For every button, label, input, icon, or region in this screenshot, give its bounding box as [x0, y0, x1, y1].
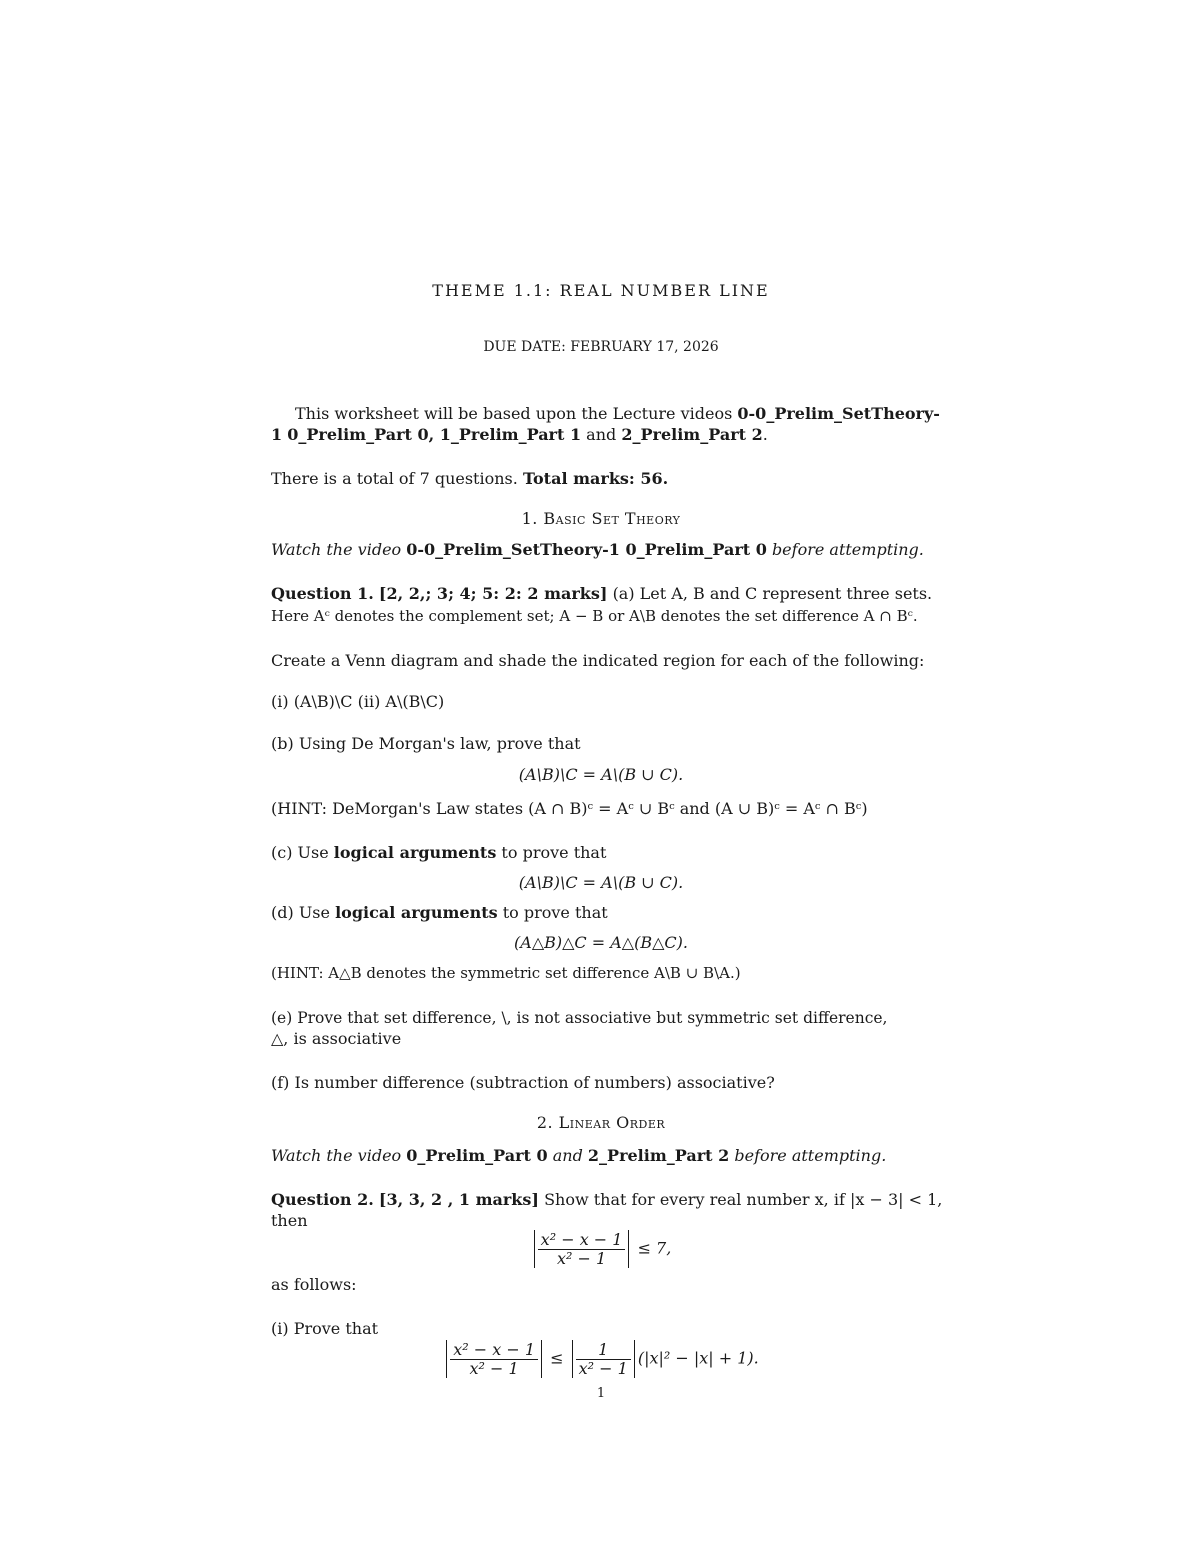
- q1-c-line: [271, 843, 931, 863]
- section-2-watch: [271, 1146, 931, 1166]
- q1-c-use: (c) Use: [271, 843, 329, 862]
- q2-i-fraction: [450, 1341, 538, 1378]
- watch-video-link-2: 2_Prelim_Part 2: [587, 1146, 730, 1165]
- due-date: DUE DATE: FEBRUARY 17, 2026: [483, 339, 719, 355]
- q1-c-prove: to prove that: [501, 843, 607, 862]
- q2-i-le: ≤: [550, 1348, 564, 1368]
- q2-label: Question 2.: [271, 1190, 374, 1209]
- q2-marks: [3, 3, 2 , 1 marks]: [378, 1190, 539, 1209]
- q1-d-line: [271, 903, 931, 923]
- q2-i-fraction-2-numerator: 1: [576, 1341, 631, 1360]
- intro-line-1: [271, 404, 940, 424]
- watch-before: before attempting.: [771, 540, 924, 559]
- section-2-heading: 2. Linear Order: [536, 1113, 666, 1132]
- q1-hint-2: (HINT: A△B denotes the symmetric set difference A\B ∪ B\A.): [271, 964, 741, 982]
- abs-bar-left: [446, 1340, 447, 1378]
- q2-i-fraction-denominator: x² − 1: [469, 1358, 519, 1378]
- section-1-watch: [271, 540, 931, 560]
- abs-bar-right: [628, 1230, 629, 1268]
- abs-bar-right-2: [634, 1340, 635, 1378]
- video-link-1: 0-0_Prelim_SetTheory-: [737, 404, 940, 423]
- q2-inequality-tail: ≤ 7,: [637, 1238, 672, 1258]
- q2-as-follows: as follows:: [271, 1275, 357, 1294]
- q2-fraction: [538, 1231, 626, 1268]
- q2-i-text: (i) Prove that: [271, 1319, 379, 1338]
- q2-i-fraction-numerator: x² − x − 1: [450, 1341, 538, 1360]
- video-link-1-cont: 1: [271, 425, 283, 444]
- total-marks: Total marks: 56.: [522, 469, 669, 488]
- q2-then: then: [271, 1211, 308, 1230]
- q1-d-use: (d) Use: [271, 903, 330, 922]
- abs-bar-right: [541, 1340, 542, 1378]
- watch-video-link: 0-0_Prelim_SetTheory-1 0_Prelim_Part 0: [406, 540, 767, 559]
- intro-period: .: [762, 425, 768, 444]
- q1-venn-instruction: Create a Venn diagram and shade the indicated region for each of the following:: [271, 651, 925, 670]
- q2-fraction-numerator: x² − x − 1: [538, 1231, 626, 1250]
- q2-inequality: [271, 1230, 931, 1268]
- q2-i-tail: (|x|² − |x| + 1).: [637, 1348, 759, 1368]
- document-title: THEME 1.1: REAL NUMBER LINE: [432, 281, 770, 300]
- q1-d-equation: (A△B)△C = A△(B△C).: [514, 933, 688, 952]
- total-line: [271, 469, 931, 489]
- q1-e-line-2: △, is associative: [271, 1029, 402, 1048]
- q2-i-inequality: [271, 1340, 931, 1378]
- intro-and: and: [586, 425, 617, 444]
- video-link-2: 0_Prelim_Part 0, 1_Prelim_Part 1: [287, 425, 582, 444]
- q2-i-fraction-2-denominator: x² − 1: [578, 1358, 628, 1378]
- q1-b-equation: (A\B)\C = A\(B ∪ C).: [518, 765, 684, 784]
- q1-header: [271, 584, 931, 604]
- q1-hint-1: (HINT: DeMorgan's Law states (A ∩ B)ᶜ = Aᶜ ∪ Bᶜ and (A ∪ B)ᶜ = Aᶜ ∩ Bᶜ): [271, 799, 868, 818]
- q1-parts-i-ii: (i) (A\B)\C (ii) A\(B\C): [271, 692, 445, 711]
- q1-f-text: (f) Is number difference (subtraction of numbers) associative?: [271, 1073, 775, 1092]
- q1-complement-line: Here Aᶜ denotes the complement set; A − B or A\B denotes the set difference A ∩ Bᶜ.: [271, 607, 918, 625]
- watch-and: and: [552, 1146, 583, 1165]
- q1-label: Question 1.: [271, 584, 374, 603]
- q2-i-fraction-2: [576, 1341, 631, 1378]
- abs-bar-left-2: [572, 1340, 573, 1378]
- watch-before: before attempting.: [734, 1146, 887, 1165]
- video-link-3: 2_Prelim_Part 2: [621, 425, 763, 444]
- q1-d-prove: to prove that: [502, 903, 608, 922]
- abs-bar-left: [534, 1230, 535, 1268]
- watch-text: Watch the video: [271, 1146, 402, 1165]
- q1-e-line-1: (e) Prove that set difference, \, is not associative but symmetric set difference,: [271, 1009, 888, 1027]
- q1-c-equation: (A\B)\C = A\(B ∪ C).: [518, 873, 684, 892]
- q1-d-logical: logical arguments: [335, 903, 498, 922]
- watch-video-link-1: 0_Prelim_Part 0: [406, 1146, 548, 1165]
- q1-b-text: (b) Using De Morgan's law, prove that: [271, 734, 581, 753]
- section-1-heading: 1. Basic Set Theory: [521, 509, 681, 528]
- intro-text: This worksheet will be based upon the Lecture videos: [295, 404, 733, 423]
- intro-line-2: [271, 425, 931, 445]
- q1-a-text: (a) Let A, B and C represent three sets.: [612, 584, 933, 603]
- total-questions: There is a total of 7 questions.: [271, 469, 518, 488]
- q2-fraction-denominator: x² − 1: [556, 1248, 607, 1268]
- q1-marks: [2, 2,; 3; 4; 5: 2: 2 marks]: [378, 584, 608, 603]
- watch-text: Watch the video: [271, 540, 402, 559]
- q1-c-logical: logical arguments: [333, 843, 497, 862]
- q2-intro: Show that for every real number x, if |x − 3| < 1,: [544, 1190, 943, 1209]
- page-number: 1: [596, 1386, 606, 1401]
- q2-header: [271, 1190, 943, 1210]
